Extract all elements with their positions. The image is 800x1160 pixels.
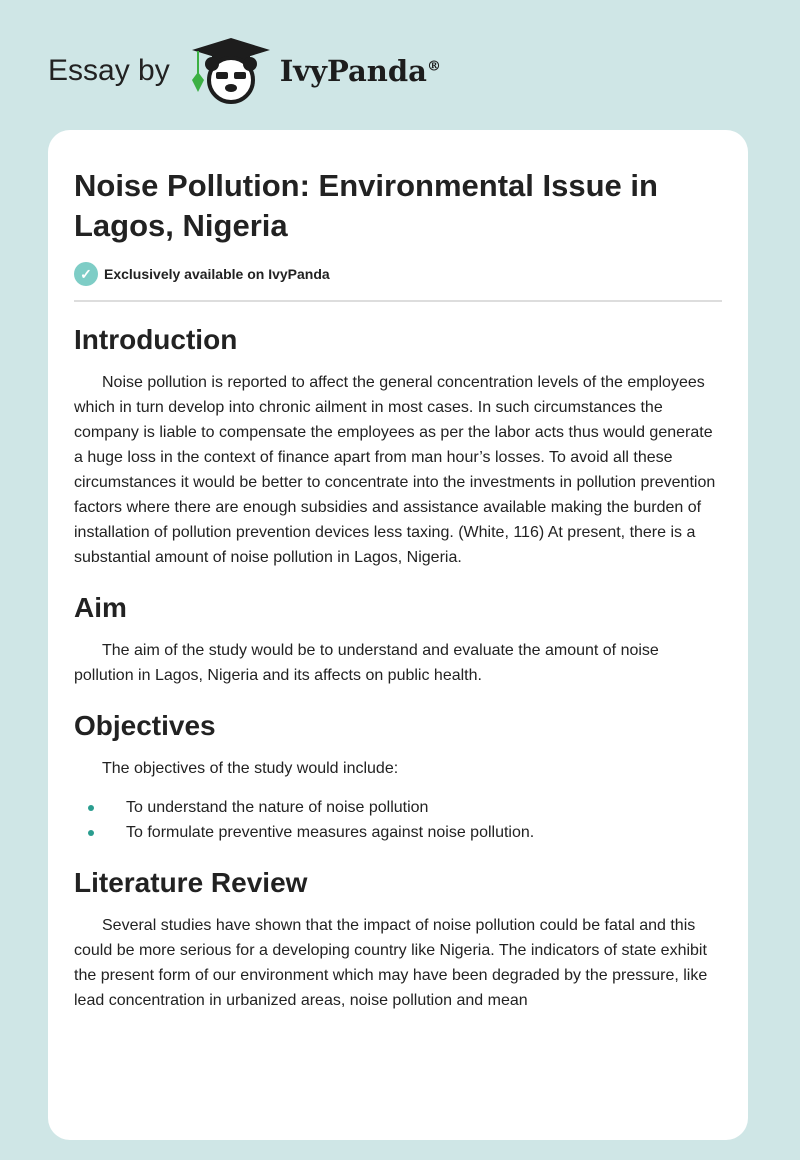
panda-logo-icon (188, 36, 274, 106)
section-heading: Objectives (74, 710, 216, 741)
essay-card (48, 130, 748, 1140)
objectives-list (74, 795, 722, 845)
section-paragraph: Several studies have shown that the impact of noise pollution could be fatal and this could be more serious for a developing country like Nigeria. The indicators of state exhibit the present form of our environment which may have been degraded by the pressure, like lead concentration in urbanized areas, noise pollution and mean (74, 917, 708, 1009)
section-paragraph: The aim of the study would be to understand and evaluate the amount of noise pollution in Lagos, Nigeria and its affects on public health. (74, 642, 659, 684)
section-heading: Introduction (74, 324, 238, 355)
section-heading: Aim (74, 592, 127, 623)
list-item: To formulate preventive measures against noise pollution. (126, 820, 722, 845)
essay-by-label: Essay by (48, 54, 170, 87)
brand-name[interactable] (280, 54, 441, 88)
site-header (48, 36, 441, 106)
section-paragraph: The objectives of the study would include: (102, 760, 399, 777)
section-paragraph: Noise pollution is reported to affect the general concentration levels of the employees which in turn develop into chronic ailment in most cases. In such circumstances the company is liable to compensate the employees as per the labor acts thus would generate a huge loss in the context of finance apart from man hour’s losses. To avoid all these circumstances it would be better to concentrate into the investments in pollution prevention factors where there are enough subsidies and assistance available making the burden of installation of pollution prevention devices less taxing. (White, 116) At present, there is a substantial amount of noise pollution in Lagos, Nigeria. (74, 374, 716, 566)
list-item: To understand the nature of noise pollution (126, 795, 722, 820)
brand-text: IvyPanda (279, 54, 427, 88)
section-heading: Literature Review (74, 867, 308, 898)
check-icon: ✓ (74, 262, 98, 286)
badge-text: Exclusively available on IvyPanda (104, 266, 330, 282)
exclusive-badge (74, 262, 722, 302)
page-title: Noise Pollution: Environmental Issue in Lagos, Nigeria (74, 168, 658, 243)
registered-mark: ® (426, 58, 441, 75)
